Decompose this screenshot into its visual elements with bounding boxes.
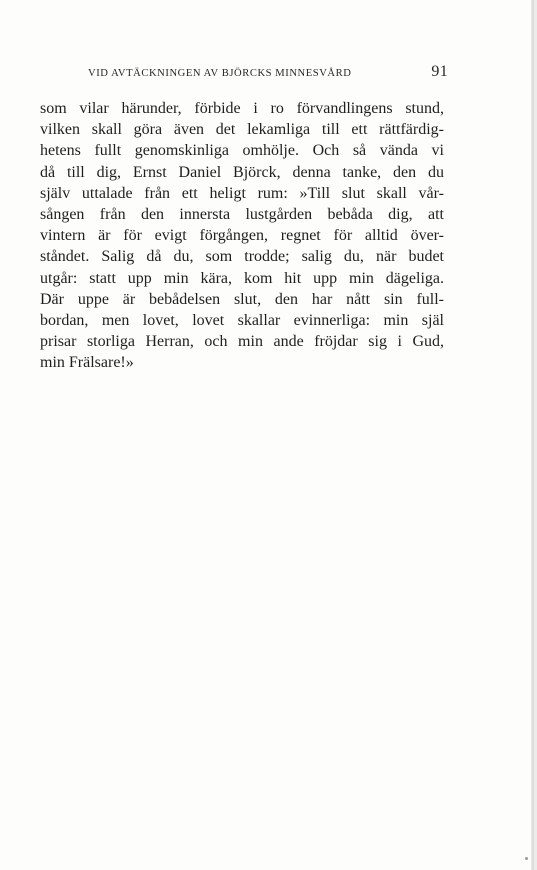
page-number: 91 [431,63,448,80]
body-text [40,98,444,373]
running-head [88,62,448,86]
text-line: vintern är för evigt förgången, regnet för alltid över- [40,227,444,245]
running-title: VID AVTÄCKNINGEN AV BJÖRCKS MINNESVÅRD [88,68,352,79]
text-line: då till dig, Ernst Daniel Björck, denna tanke, den du [40,163,444,181]
text-line: utgår: statt upp min kära, kom hit upp min dägeliga. [40,269,444,287]
text-line: ståndet. Salig då du, som trodde; salig du, när budet [40,248,444,266]
text-line: prisar storliga Herran, och min ande fröjdar sig i Gud, [40,333,444,351]
text-line: sången från den innersta lustgården bebåda dig, att [40,205,444,223]
text-line: själv uttalade från ett heligt rum: »Till slut skall vår- [40,184,444,202]
text-line: hetens fullt genomskinliga omhölje. Och så vända vi [40,142,444,160]
text-line: bordan, men lovet, lovet skallar evinnerliga: min själ [40,311,444,329]
text-line: Där uppe är bebådelsen slut, den har nått sin full- [40,290,444,308]
text-line: som vilar härunder, förbide i ro förvandlingens stund, [40,100,444,117]
text-line: vilken skall göra även det lekamliga till ett rättfärdig- [40,121,444,139]
page-edge [531,0,534,870]
paper-speck [525,857,528,860]
text-line-last: min Frälsare!» [40,354,134,372]
